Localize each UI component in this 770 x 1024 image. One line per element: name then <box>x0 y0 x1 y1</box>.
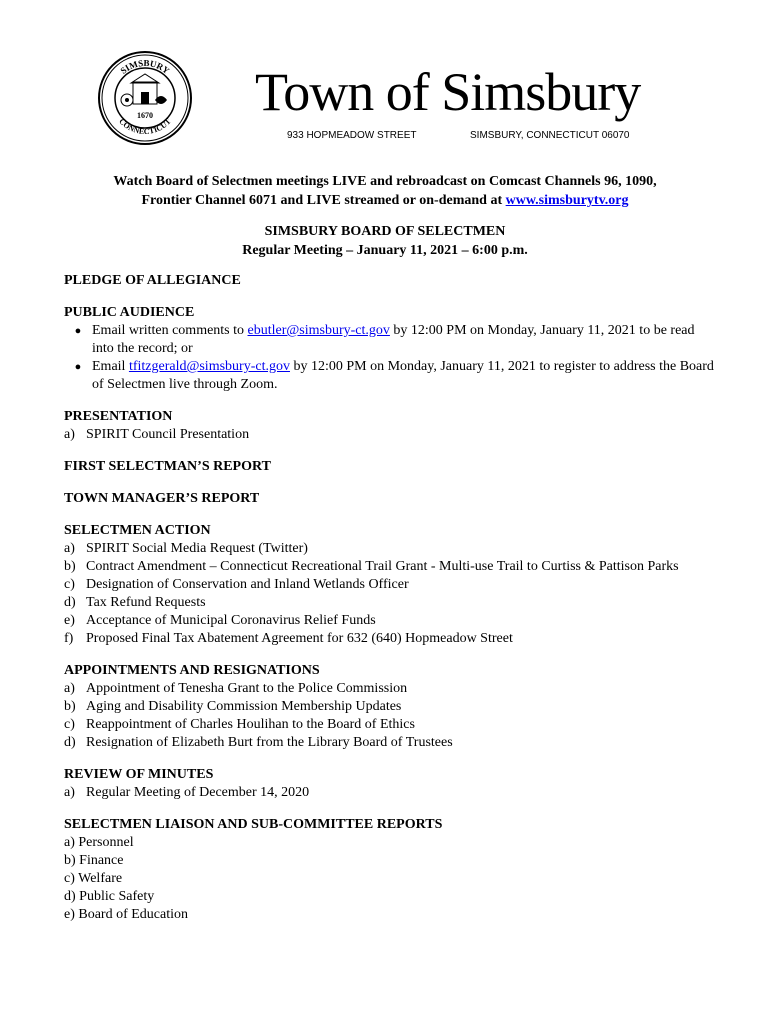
item-label: f) <box>64 631 74 646</box>
item-label: a) <box>64 541 75 556</box>
list-item: a) Personnel <box>64 835 134 850</box>
section-town-manager <box>64 490 714 508</box>
board-name: SIMSBURY BOARD OF SELECTMEN <box>264 224 506 239</box>
section-pledge <box>64 272 714 290</box>
item-text: SPIRIT Social Media Request (Twitter) <box>86 541 308 556</box>
list-item <box>64 558 714 576</box>
section-title: PRESENTATION <box>64 409 173 424</box>
list-item <box>64 680 714 698</box>
town-seal-icon <box>97 50 193 146</box>
seal-bottom-text: CONNECTICUT <box>117 116 173 137</box>
svg-text:SIMSBURY <box>118 58 171 76</box>
item-label: e) <box>64 613 75 628</box>
list-item <box>64 322 714 358</box>
simsburytv-link[interactable]: www.simsburytv.org <box>505 193 629 208</box>
item-text: Designation of Conservation and Inland Wetlands Officer <box>86 577 409 592</box>
section-title: PLEDGE OF ALLEGIANCE <box>64 273 241 288</box>
meeting-heading <box>80 222 690 260</box>
section-title: SELECTMEN ACTION <box>64 523 211 538</box>
item-label: a) <box>64 681 75 696</box>
section-appointments <box>64 662 714 752</box>
bullet-text: by 12:00 PM on Monday, January 11, 2021 to be read into the record; or <box>92 323 695 356</box>
list-item <box>64 576 714 594</box>
section-title: REVIEW OF MINUTES <box>64 767 214 782</box>
agenda-body <box>64 272 714 938</box>
item-label: d) <box>64 595 76 610</box>
seal-top-text: SIMSBURY <box>118 57 172 76</box>
item-text: Proposed Final Tax Abatement Agreement for 632 (640) Hopmeadow Street <box>86 631 513 646</box>
broadcast-notice <box>80 172 690 210</box>
item-text: Acceptance of Municipal Coronavirus Relief Funds <box>86 613 376 628</box>
section-liaison-reports <box>64 816 714 924</box>
item-label: c) <box>64 717 75 732</box>
item-text: Resignation of Elizabeth Burt from the Library Board of Trustees <box>86 735 453 750</box>
list-item <box>64 630 714 648</box>
list-item: c) Welfare <box>64 871 123 886</box>
notice-line-2-text: Frontier Channel 6071 and LIVE streamed or on-demand at <box>141 193 506 208</box>
section-selectmen-action <box>64 522 714 648</box>
section-minutes <box>64 766 714 802</box>
item-text: Regular Meeting of December 14, 2020 <box>86 785 310 800</box>
section-title: TOWN MANAGER’S REPORT <box>64 491 260 506</box>
list-item <box>64 698 714 716</box>
section-presentation <box>64 408 714 444</box>
list-item <box>64 734 714 752</box>
list-item <box>64 716 714 734</box>
list-item <box>64 358 714 394</box>
bullet-text: by 12:00 PM on Monday, January 11, 2021 to register to address the Board of Selectmen live through Zoom. <box>92 359 714 392</box>
bullet-icon: ● <box>74 325 82 337</box>
item-label: a) <box>64 427 75 442</box>
notice-line-1: Watch Board of Selectmen meetings LIVE and rebroadcast on Comcast Channels 96, 1090, <box>113 174 657 189</box>
item-text: Contract Amendment – Connecticut Recreational Trail Grant - Multi-use Trail to Curtiss & Pattison Parks <box>86 559 679 574</box>
item-label: b) <box>64 699 76 714</box>
bullet-text: Email written comments to <box>92 323 248 338</box>
item-text: SPIRIT Council Presentation <box>86 427 250 442</box>
ebutler-email-link[interactable]: ebutler@simsbury-ct.gov <box>247 323 390 338</box>
bullet-icon: ● <box>74 361 82 373</box>
list-item <box>64 540 714 558</box>
list-item <box>64 784 714 802</box>
item-text: Reappointment of Charles Houlihan to the Board of Ethics <box>86 717 415 732</box>
list-item: d) Public Safety <box>64 889 155 904</box>
item-label: c) <box>64 577 75 592</box>
address-city: SIMSBURY, CONNECTICUT 06070 <box>470 130 630 141</box>
meeting-date: Regular Meeting – January 11, 2021 – 6:00 p.m. <box>242 243 528 258</box>
section-public-audience <box>64 304 714 394</box>
seal-year: 1670 <box>137 111 153 120</box>
section-title: APPOINTMENTS AND RESIGNATIONS <box>64 663 320 678</box>
item-text: Tax Refund Requests <box>86 595 206 610</box>
address-street: 933 HOPMEADOW STREET <box>287 130 417 141</box>
list-item <box>64 594 714 612</box>
item-label: a) <box>64 785 75 800</box>
item-text: Aging and Disability Commission Membership Updates <box>86 699 402 714</box>
bullet-text: Email <box>92 359 129 374</box>
section-title: SELECTMEN LIAISON AND SUB-COMMITTEE REPORTS <box>64 817 443 832</box>
section-title: PUBLIC AUDIENCE <box>64 305 195 320</box>
notice-line-2 <box>80 191 690 210</box>
item-label: b) <box>64 559 76 574</box>
list-item: b) Finance <box>64 853 124 868</box>
section-first-selectman <box>64 458 714 476</box>
item-label: d) <box>64 735 76 750</box>
list-item: e) Board of Education <box>64 907 189 922</box>
item-text: Appointment of Tenesha Grant to the Police Commission <box>86 681 408 696</box>
section-title: FIRST SELECTMAN’S REPORT <box>64 459 271 474</box>
list-item <box>64 612 714 630</box>
tfitzgerald-email-link[interactable]: tfitzgerald@simsbury-ct.gov <box>128 359 290 374</box>
page-title: Town of Simsbury <box>255 62 641 122</box>
list-item <box>64 426 714 444</box>
